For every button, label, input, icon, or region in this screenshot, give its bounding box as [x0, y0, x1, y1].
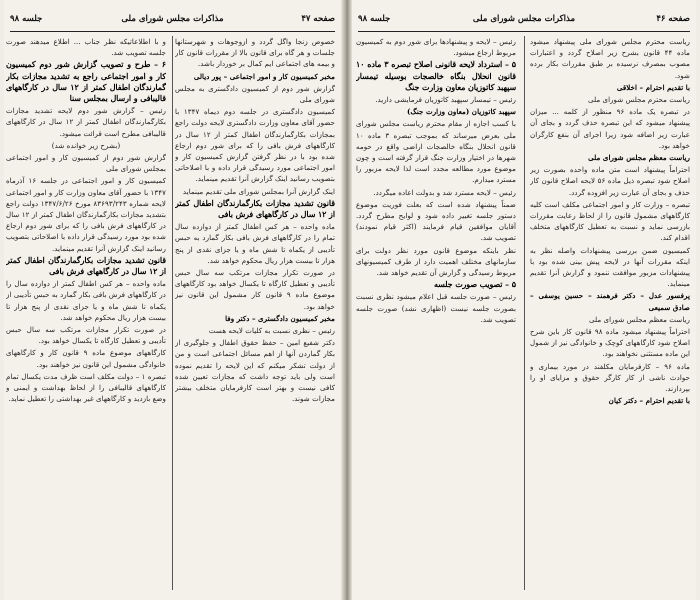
left-page-title: مذاکرات مجلس شورای ملی: [121, 14, 224, 24]
column-divider: [172, 36, 173, 590]
paragraph: ریاست محترم مجلس شورای ملی: [587, 95, 690, 105]
header-rule: [358, 31, 690, 32]
paragraph: رئیس – نظری نسبت به کلیات لایحه هست: [208, 326, 335, 336]
right-page-header: [358, 14, 690, 28]
paragraph: رئیس – لایحه و پیشنهادها برای شور دوم به کمیسیون مربوط ارجاع میشود.: [356, 37, 516, 58]
section-heading: ۶ – طرح و تصویب گزارش شور دوم کمیسیون کار و امور اجتماعی راجع به تشدید مجازات بکار گمارندگان اطفال کمتر از ۱۲ سال در کارگاههای قالیبافی و ارسال بمجلس سنا: [6, 60, 166, 104]
right-page-session: جلسه ۹۸: [358, 14, 391, 24]
paragraph: گزارش شور دوم از کمیسیون کار و امور اجتماعی بمجلس شورای ملی: [6, 153, 166, 174]
paragraph: ماده واحده – هر کس اطفال کمتر از دوازده سال تمام را در کارگاههای فرش بافی بکار گمارد به حبس تأدیبی از یکماه تا شش ماه و یا جزای نقدی از پنج هزار تا بیست هزار ریال محکوم خواهد شد.: [175, 222, 335, 265]
section-heading: قانون تشدید مجازات بکارگمارندگان اطفال کمتر از ۱۲ سال در کارگاههای فرش بافی: [6, 255, 166, 277]
paragraph: در تبصره یک ماده ۹۶ منظور از کلمه ... میزان پیشنهاد میشود که این تبصره حذف گردد و بجای آن عبارت زیر اضافه شود زیرا اجرای آن بنفع کارگران خواهد بود.: [530, 107, 690, 150]
paragraph: (بشرح زیر خوانده شد): [51, 140, 121, 150]
speaker-label: با تقدیم احترام – دکتر کیان: [608, 396, 690, 406]
paragraph: کارگاههای موضوع ماده ۹ قانون کار و کارگاههای خانوادگی مشمول این قانون نیز خواهند بود.: [6, 348, 166, 369]
speaker-label: با تقدیم احترام – اخلاقی: [616, 82, 690, 92]
paragraph: احتراماً پیشنهاد میشود ماده ۹۸ قانون کار باین شرح اصلاح شود کارگاههای کوچک و خانوادگی نیز از شمول این ماده مستثنی نخواهند بود.: [530, 327, 690, 359]
right-page-title: مذاکرات مجلس شورای ملی: [472, 14, 576, 24]
left-page-session: جلسه ۹۸: [10, 14, 43, 24]
paragraph: نظر باینکه موضوع قانون مورد نظر دولت برای سازمانهای مختلف اهمیت دارد از طرف کمیسیونهای مربوط رسیدگی و گزارش آن تقدیم خواهد شد.: [356, 245, 516, 278]
paragraph: رئیس – گزارش شور دوم لایحه تشدید مجازات بکارگمارندگان اطفال کمتر از ۱۲ سال در کارگاههای قالیبافی مطرح است قرائت میشود.: [6, 106, 166, 138]
column-divider: [524, 36, 525, 590]
text-column: [6, 36, 166, 592]
paragraph: ماده واحده – هر کس اطفال کمتر از دوازده سال را در کارگاههای فرش بافی بکار گمارد به حبس تأدیبی از یکماه تا شش ماه و یا جزای نقدی از پنج هزار تا بیست هزار ریال محکوم خواهد شد.: [6, 279, 166, 322]
header-rule: [10, 31, 335, 32]
text-column: [530, 36, 690, 592]
paragraph: کمیسیون کار و امور اجتماعی در جلسه ۱۶ آذرماه ۱۳۴۷ با حضور آقای معاون وزارت کار و امور اجتماعی لایحه شماره ۸۳۶۹۳/۲۴۳ مورخ ۱۳۴۷/۶/۲۶ دولت راجع بتشدید مجازات بکارگمارندگان اطفال کمتر از ۱۲ سال در کارگاههای فرش بافی را که برای شور دوم ارجاع شده بود مورد رسیدگی قرار داده با اصلاحاتی بتصویب رسانید اینک گزارش آنرا تقدیم مینماید.: [6, 176, 166, 253]
paragraph: تبصره ۱ – دولت مکلف است ظرف مدت یکسال تمام کارگاههای قالیبافی را از لحاظ بهداشت و ایمنی و وضع بازدید و کارگاههای غیر بهداشتی را تعطیل نماید.: [6, 371, 166, 404]
paragraph: در صورت تکرار مجازات مرتکب سه سال حبس تأدیبی و تعطیل کارگاه تا یکسال خواهد بود.: [6, 325, 166, 346]
text-column: [175, 36, 335, 592]
paragraph: رئیس – تیمسار سپهبد کاتوزیان فرمایشی دارید.: [375, 95, 516, 105]
speaker-label: پرفسور عدل – دکتر فرهمند – حسین یوسفی – صادق سمیعی: [530, 291, 690, 312]
left-page-header: [10, 14, 335, 28]
paragraph: و با اطلاعاتیکه نظر جناب ... اطلاع میدهند صورت جلسه تصویب شد.: [6, 37, 166, 58]
paragraph: کمیسیون ضمن بررسی پیشنهادات واصله نظر به اینکه مقررات آنها در لایحه پیش بینی شده بود با پیشنهادات مزبور موافقت ننمود و گزارش آنرا تقدیم مینماید.: [530, 245, 690, 289]
speaker-label: سپهبد کاتوزیان (معاون وزارت جنگ): [407, 107, 516, 117]
right-page: [352, 0, 696, 600]
book-gutter: [341, 0, 352, 600]
paragraph: با کسب اجازه از مقام محترم ریاست مجلس شورای ملی بعرض میرساند که بموجب تبصره ۳ ماده ۱۰ قانون انحلال بنگاه خالصجات اراضی واقع در حومه شهرها در اختیار وزارت جنگ قرار گرفته است و چون موضوع مورد مطالعه مجدد است لذا لایحه مزبور را مسترد میدارم.: [356, 119, 516, 185]
right-page-number: صفحه ۴۶: [656, 14, 690, 24]
paragraph: تبصره – وزارت کار و امور اجتماعی مکلف است کلیه کارگاههای مشمول قانون را از لحاظ رعایت مقررات بازرسی نماید و نسبت به تعطیل کارگاههای متخلف اقدام کند.: [530, 199, 690, 243]
left-page-number: صفحه ۴۷: [301, 14, 335, 24]
paragraph: رئیس – لایحه مسترد شد و بدولت اعاده میگردد.: [373, 187, 516, 197]
left-page: [4, 0, 341, 600]
paragraph: ماده ۹۶ – کارفرمایان مکلفند در مورد بیماری و حوادث ناشی از کار کارگر حقوق و مزایای او را بپردازند.: [530, 361, 690, 394]
paragraph: رئیس – صورت جلسه قبل اعلام میشود نظری نسبت بصورت جلسه نیست (اظهاری نشد) صورت جلسه تصویب شد.: [356, 292, 516, 324]
text-column: [356, 36, 516, 592]
paragraph: ریاست محترم مجلس شورای ملی پیشنهاد میشود ماده ۴۴ قانون بشرح زیر اصلاح گردد و اعتبارات مصوب بمصرف نرسیده بر طبق مقررات بکار برده شود.: [530, 37, 690, 80]
paragraph: ریاست معظم مجلس شورای ملی: [589, 314, 690, 324]
section-heading: قانون تشدید مجازات بکارگمارندگان اطفال کمتر از ۱۲ سال در کارگاههای فرش بافی: [175, 198, 335, 220]
speaker-label: مخبر کمیسیون کار و امور اجتماعی – پور دیالی: [193, 71, 335, 81]
paragraph: کمیسیون دادگستری در جلسه دوم دیماه ۱۳۴۷ با حضور آقای معاون وزارت دادگستری لایحه دولت راجع بمجازات بکارگمارندگان اطفال کمتر از ۱۲ سال در کارگاههای فرش بافی را که برای شور دوم ارجاع شده بود با در نظر گرفتن گزارش کمیسیون کار و امور اجتماعی مورد رسیدگی قرار داده و با اصلاحاتی بتصویب رسانید اینک گزارش آنرا تقدیم مینماید.: [175, 107, 335, 184]
paragraph: گزارش شور دوم از کمیسیون دادگستری به مجلس شورای ملی: [175, 83, 335, 105]
paragraph: اینک گزارش آنرا بمجلس شورای ملی تقدیم مینماید: [182, 186, 335, 196]
paragraph: در صورت تکرار مجازات مرتکب سه سال حبس تأدیبی و تعطیل کارگاه تا یکسال خواهد بود کارگاههای موضوع ماده ۹ قانون کار مشمول این قانون نیز خواهد بود.: [175, 268, 335, 311]
paragraph: دکتر شفیع امین – حفظ حقوق اطفال و جلوگیری از بکار گماردن آنها از اهم مسائل اجتماعی است و من از دولت تشکر میکنم که این لایحه را تقدیم نموده است ولی باید توجه داشت که مجازات تعیین شده کافی نیست و بهتر است کارفرمایان متخلف بیشتر مجازات شوند.: [175, 338, 335, 404]
section-heading: ۵ – تصویب صورت جلسه: [433, 280, 516, 290]
paragraph: خصوص زنجا واگل گردد و ازوجوهات و شهرستانها جلسات و هر گاه برای قانون بالا از مقررات قانون کار و بیمه های اجتماعی ایم کمال بر خوردار باشد.: [175, 37, 335, 69]
speaker-label: مخبر کمیسیون دادگستری – دکتر وفا: [225, 313, 335, 323]
paragraph: احتراماً پیشنهاد است متن ماده واحده بصورت زیر اصلاح شود تبصره ذیل ماده ۵۶ لایحه اصلاح قانون کار حذف و بجای آن عبارت زیر افزوده گردد.: [530, 165, 690, 197]
section-heading: ۵ – استرداد لایحه قانونی اصلاح تبصره ۳ ماده ۱۰ قانون انحلال بنگاه خالصجات بوسیله تیمسار سپهبد کاتوزیان معاون وزارت جنگ: [356, 60, 516, 92]
speaker-label: ریاست معظم مجلس شورای ملی: [588, 153, 690, 163]
paragraph: ضمناً پیشنهاد شده است که بعلت فوریت موضوع دستور جلسه تغییر داده شود و لوایح مطرح گردد. آقایان موافقین قیام فرمایند (اکثر قیام نمودند) تصویب شد.: [356, 199, 516, 243]
